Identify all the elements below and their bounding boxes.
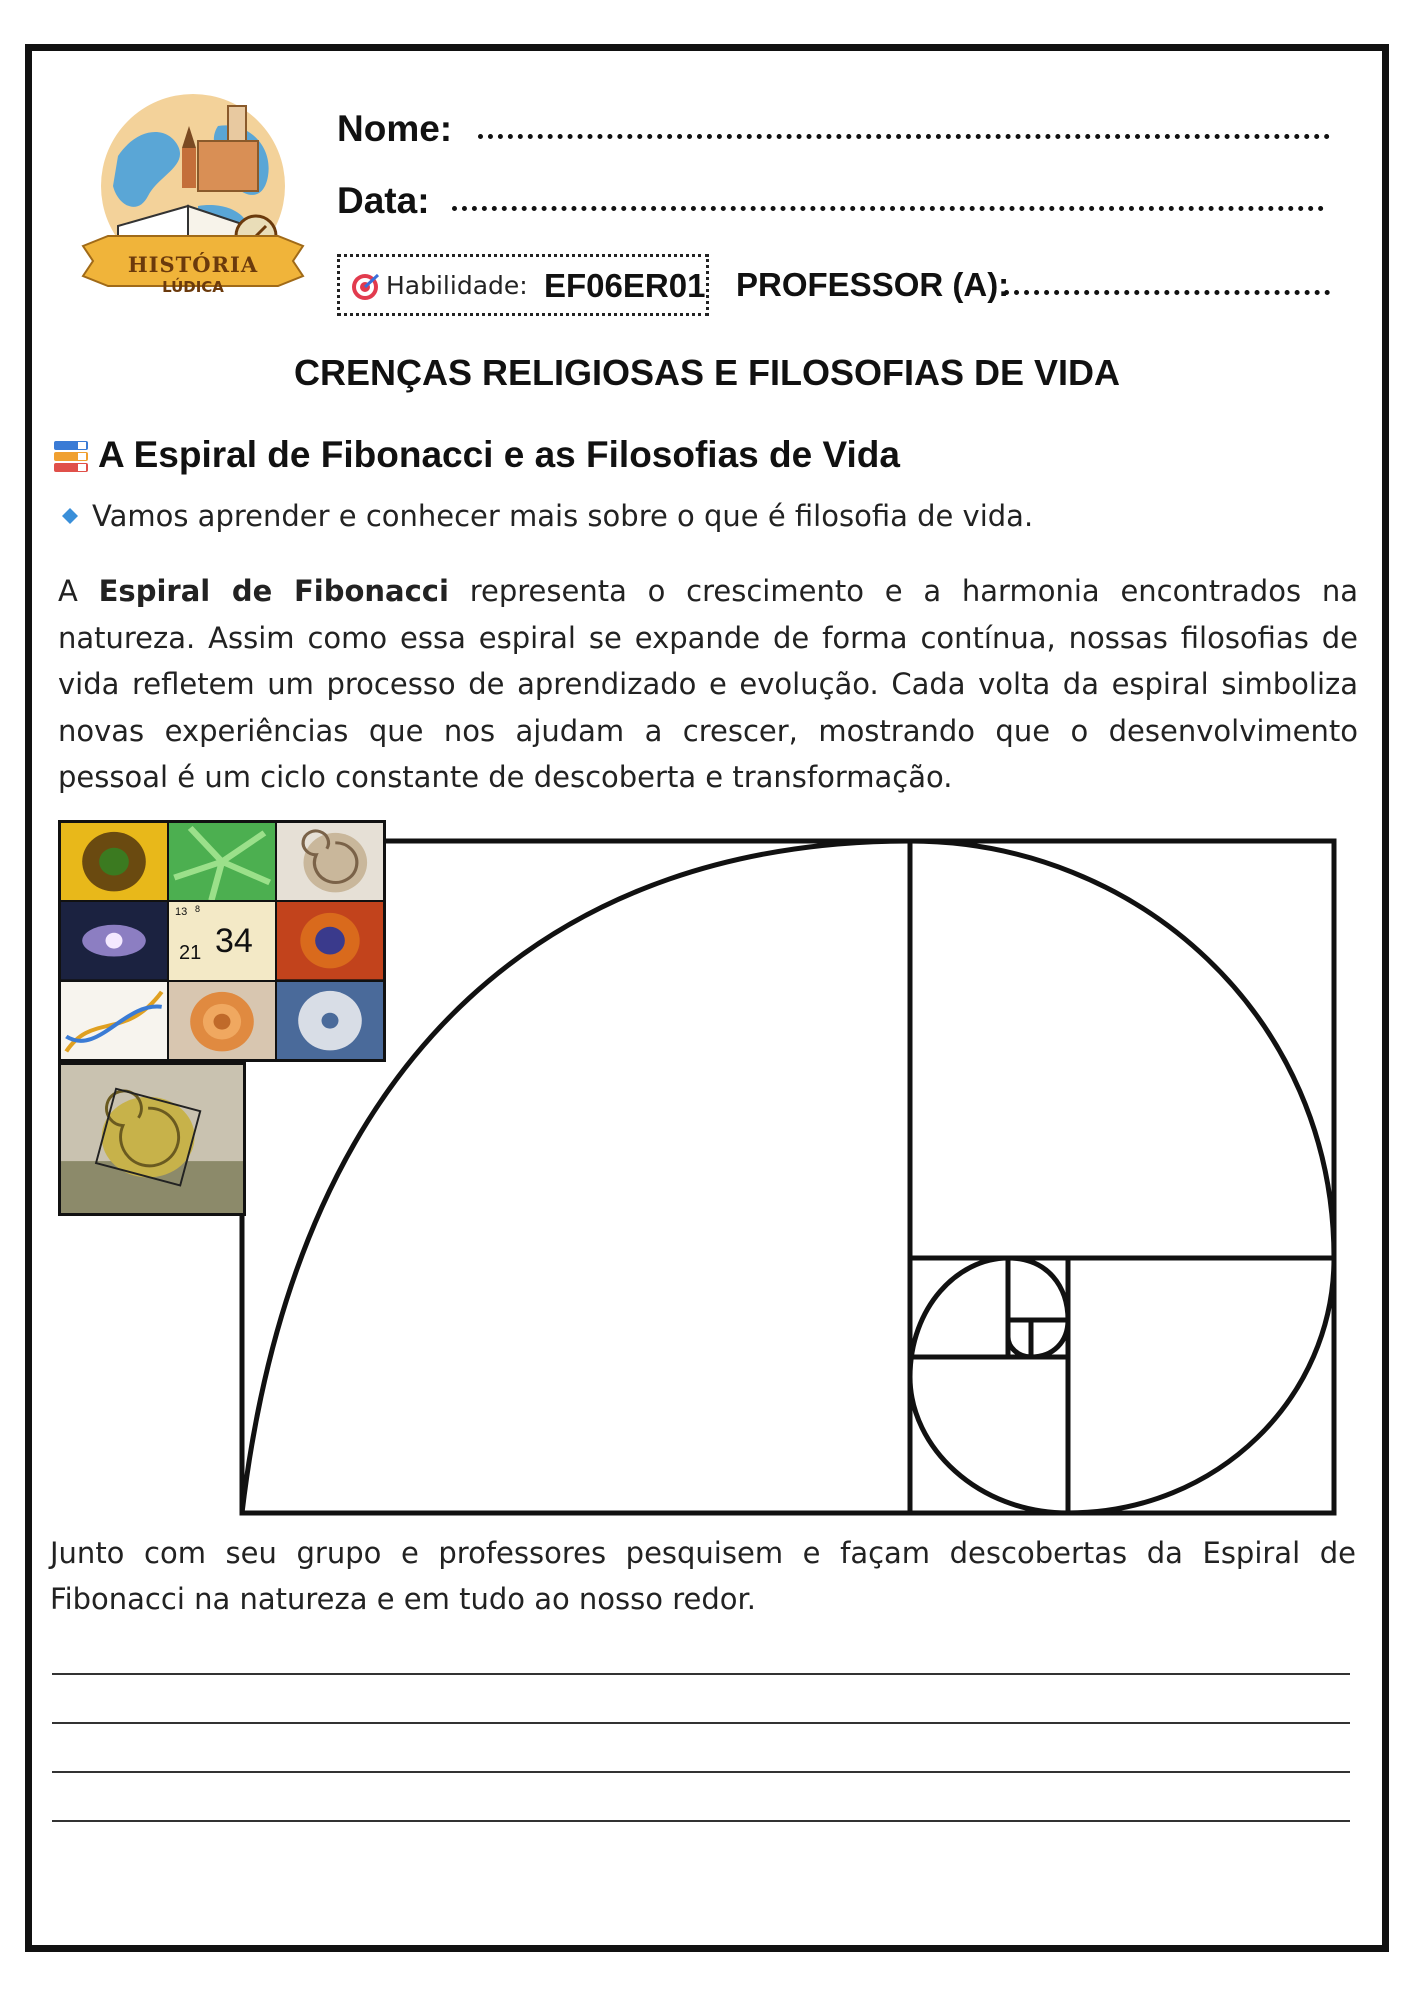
name-label: Nome: xyxy=(337,108,453,149)
dna-photo xyxy=(61,982,167,1059)
logo-title: HISTÓRIA xyxy=(127,252,259,277)
diamond-icon xyxy=(62,508,78,524)
answer-line-1[interactable] xyxy=(52,1673,1350,1675)
golden-spiral xyxy=(242,841,1334,1513)
paragraph-body: representa o crescimento e a harmonia encontrados na natureza. Assim como essa espiral se expande de forma contínua, nossas filosofias de vida refletem um processo de aprendizado e evolução. Cada volta da espiral simboliza novas experiências que nos ajudam a crescer, mostrando que o desenvolvimento pessoal é um ciclo constante de descoberta e transformação. xyxy=(58,574,1359,794)
paragraph-intro: A xyxy=(58,574,99,608)
sunflower-photo xyxy=(61,823,167,900)
instruction-text: Junto com seu grupo e professores pesquisem e façam descobertas da Espiral de Fibonacci na natureza e em tudo ao nosso redor. xyxy=(50,1536,1356,1616)
nautilus-photo xyxy=(277,823,383,900)
fibonacci-spiral-diagram xyxy=(238,837,1338,1517)
flower-pattern-photo xyxy=(277,902,383,979)
skill-code: EF06ER01 xyxy=(544,267,706,304)
name-field[interactable] xyxy=(478,134,1330,139)
number-8: 8 xyxy=(195,904,201,915)
number-13: 13 xyxy=(175,906,188,919)
teacher-label: PROFESSOR (A): xyxy=(736,266,1010,303)
books-icon xyxy=(52,438,90,476)
outer-rectangle xyxy=(242,841,1334,1513)
section-heading: A Espiral de Fibonacci e as Filosofias de Vida xyxy=(98,434,900,475)
fibonacci-numbers-photo xyxy=(169,902,275,979)
galaxy-photo xyxy=(61,902,167,979)
nature-photo-collage xyxy=(58,820,386,1062)
snail-photo xyxy=(58,1062,246,1216)
number-34: 34 xyxy=(215,922,253,961)
logo-subtitle: LÚDICA xyxy=(162,278,224,296)
intro-paragraph xyxy=(58,568,1358,801)
teacher-field[interactable] xyxy=(1004,290,1330,295)
answer-line-2[interactable] xyxy=(52,1722,1350,1724)
skill-box xyxy=(337,254,709,316)
paragraph-bold-term: Espiral de Fibonacci xyxy=(98,574,449,608)
page-title: CRENÇAS RELIGIOSAS E FILOSOFIAS DE VIDA xyxy=(293,352,1121,393)
answer-line-4[interactable] xyxy=(52,1820,1350,1822)
succulent-photo xyxy=(169,823,275,900)
section-bullet: Vamos aprender e conhecer mais sobre o que é filosofia de vida. xyxy=(92,499,1034,533)
skill-label: Habilidade: xyxy=(386,271,528,300)
date-label: Data: xyxy=(337,180,430,221)
logo xyxy=(78,86,308,316)
ammonite-photo xyxy=(169,982,275,1059)
hurricane-photo xyxy=(277,982,383,1059)
answer-line-3[interactable] xyxy=(52,1771,1350,1773)
target-icon xyxy=(350,272,380,302)
date-field[interactable] xyxy=(452,206,1324,211)
number-21: 21 xyxy=(179,942,202,965)
